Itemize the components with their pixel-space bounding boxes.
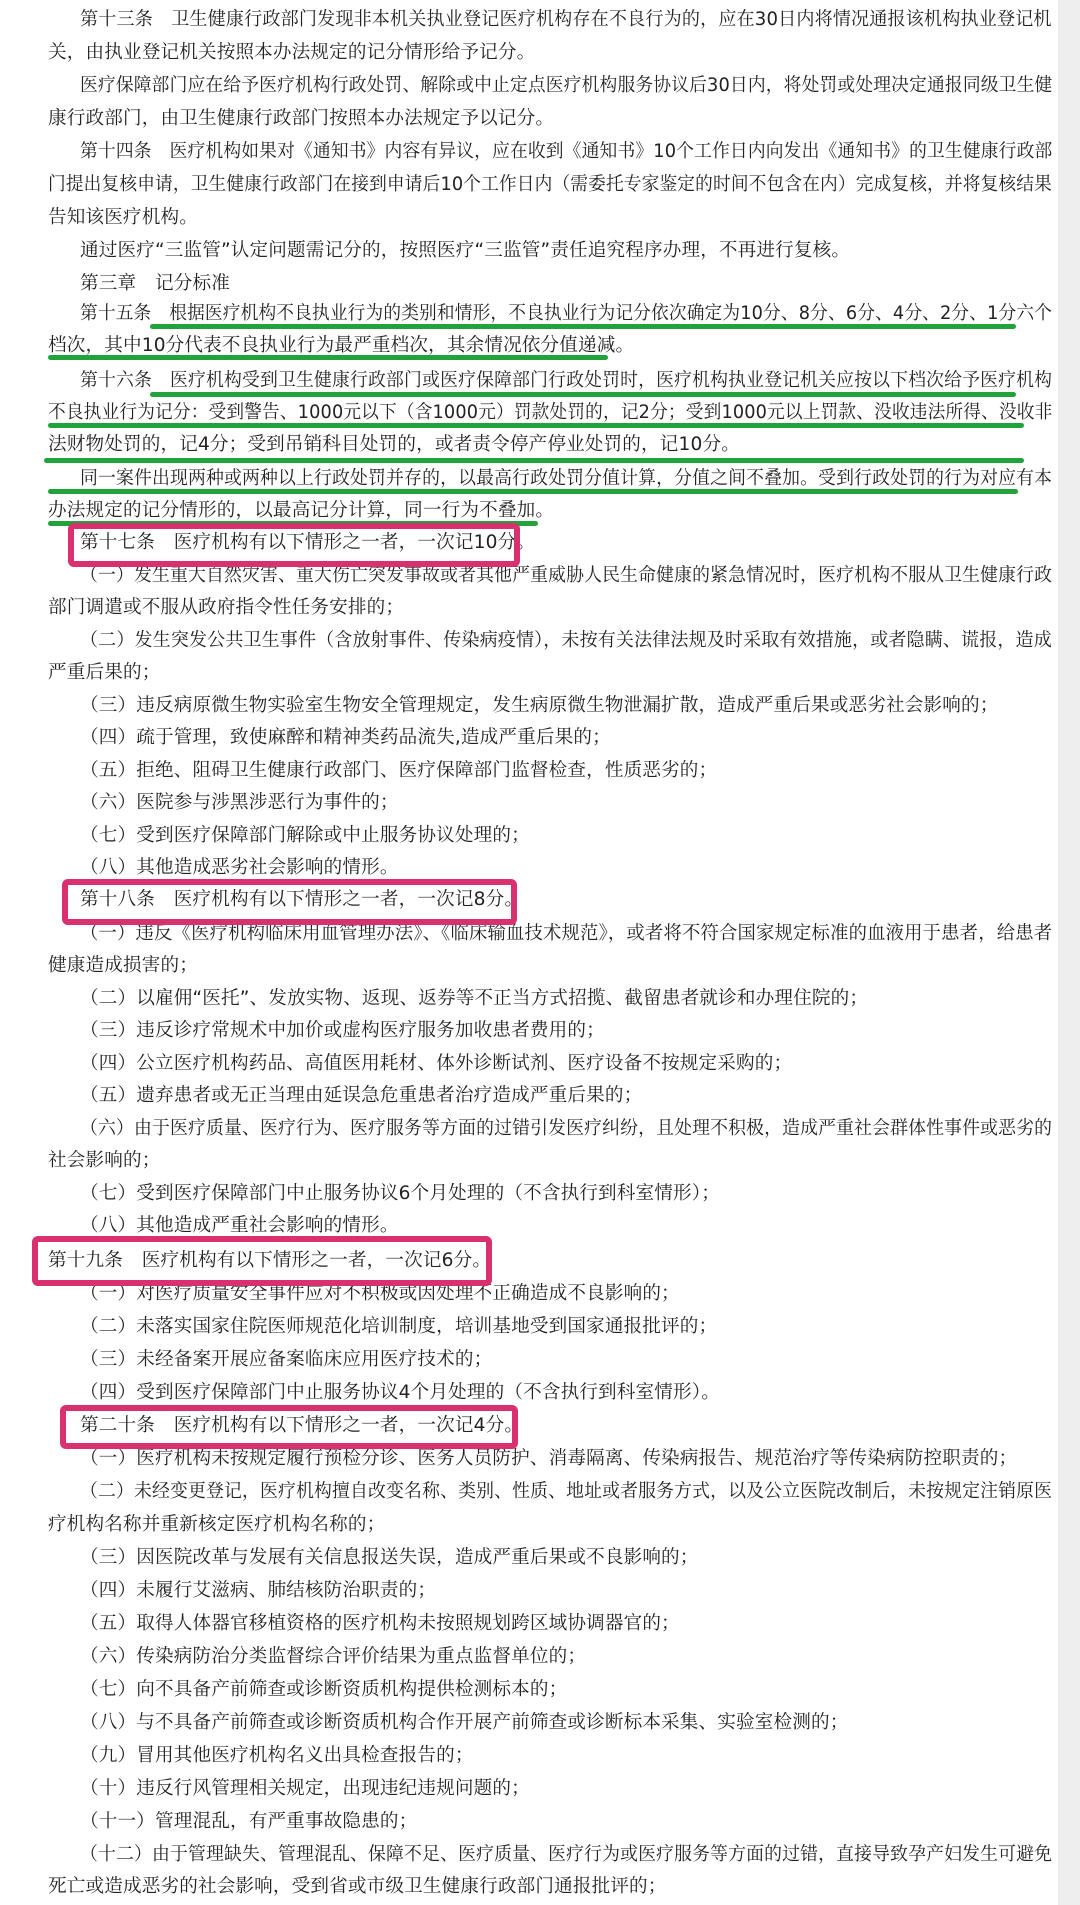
text-line: 门提出复核申请，卫生健康行政部门在接到申请后10个工作日内（需委托专家鉴定的时间不包含在内）完成复核，并将复核结果 [48,174,1052,195]
text-line: 部门调遣或不服从政府指令性任务安排的； [48,597,405,618]
text-line: （六）医院参与涉黑涉恶行为事件的； [80,792,399,813]
article-17-heading: 第十七条 医疗机构有以下情形之一者，一次记10分。 [80,532,536,553]
text-line: （八）其他造成严重社会影响的情形。 [80,1215,399,1236]
text-line: 疗机构名称并重新核定医疗机构名称的； [48,1514,386,1535]
text-line: （七）向不具备产前筛查或诊断资质机构提供检测标本的； [80,1679,568,1700]
text-line: （五）取得人体器官移植资格的医疗机构未按照规划跨区域协调器官的； [80,1613,680,1634]
text-line: （四）未履行艾滋病、肺结核防治职责的； [80,1580,437,1601]
text-line: （十一）管理混乱，有严重事故隐患的； [80,1811,418,1832]
text-line: （五）拒绝、阻碍卫生健康行政部门、医疗保障部门监督检查，性质恶劣的； [80,760,718,781]
text-line: （三）未经备案开展应备案临床应用医疗技术的； [80,1349,493,1370]
text-line: （三）因医院改革与发展有关信息报送失误，造成严重后果或不良影响的； [80,1547,699,1568]
text-line: 康行政部门，由卫生健康行政部门按照本办法规定予以记分。 [48,108,555,129]
text-line: （一）对医疗质量安全事件应对不积极或因处理不正确造成不良影响的； [80,1283,680,1304]
text-line: （四）疏于管理，致使麻醉和精神类药品流失,造成严重后果的； [80,727,611,748]
highlight-box [62,879,517,925]
text-line: （九）冒用其他医疗机构名义出具检查报告的； [80,1745,474,1766]
text-line: （一）医疗机构未按规定履行预检分诊、医务人员防护、消毒隔离、传染病报告、规范治疗等传染病防控职责的； [80,1448,1018,1469]
text-line: （一）违反《医疗机构临床用血管理办法》、《临床输血技术规范》，或者将不符合国家规定标准的血液用于患者，给患者 [80,923,1053,944]
text-line: 社会影响的； [48,1150,161,1171]
text-line: 档次，其中10分代表不良执业行为最严重档次，其余情况依分值递减。 [48,335,635,356]
text-line: 通过医疗“三监管”认定问题需记分的，按照医疗“三监管”责任追究程序办理，不再进行复核。 [80,240,851,261]
chapter-heading: 第三章 记分标准 [80,273,230,294]
text-line: （十二）由于管理缺失、管理混乱、保障不足、医疗质量、医疗行为或医疗服务等方面的过错，直接导致孕产妇发生可避免 [80,1844,1053,1865]
text-line: 第十三条 卫生健康行政部门发现非本机关执业登记医疗机构存在不良行为的，应在30日内将情况通报该机构执业登记机 [80,9,1052,30]
text-line: （四）公立医疗机构药品、高值医用耗材、体外诊断试剂、医疗设备不按规定采购的； [80,1053,793,1074]
text-line: （五）遗弃患者或无正当理由延误急危重患者治疗造成严重后果的； [80,1085,643,1106]
text-line: （七）受到医疗保障部门解除或中止服务协议处理的； [80,825,530,846]
article-20-heading: 第二十条 医疗机构有以下情形之一者，一次记4分。 [80,1415,524,1436]
text-line: 同一案件出现两种或两种以上行政处罚并存的，以最高行政处罚分值计算，分值之间不叠加。受到行政处罚的行为对应有本 [80,468,1053,489]
text-line: 关，由执业登记机关按照本办法规定的记分情形给予记分。 [48,42,536,63]
text-line: （三）违反病原微生物实验室生物安全管理规定，发生病原微生物泄漏扩散，造成严重后果或恶劣社会影响的； [80,695,999,716]
text-line: 健康造成损害的； [48,955,198,976]
text-line: 医疗保障部门应在给予医疗机构行政处罚、解除或中止定点医疗机构服务协议后30日内，将处罚或处理决定通报同级卫生健 [80,75,1053,96]
text-line: （八）其他造成恶劣社会影响的情形。 [80,857,399,878]
text-line: （二）未经变更登记，医疗机构擅自改变名称、类别、性质、地址或者服务方式，以及公立医院改制后，未按规定注销原医 [80,1481,1053,1502]
text-line: （二）未落实国家住院医师规范化培训制度，培训基地受到国家通报批评的； [80,1316,718,1337]
article-19-heading: 第十九条 医疗机构有以下情形之一者，一次记6分。 [48,1250,492,1271]
text-line: 第十五条 根据医疗机构不良执业行为的类别和情形，不良执业行为记分依次确定为10分、8分、6分、4分、2分、1分六个 [80,303,1053,324]
text-line: （六）由于医疗质量、医疗行为、医疗服务等方面的过错引发医疗纠纷，且处理不积极，造成严重社会群体性事件或恶劣的 [80,1118,1053,1139]
text-line: （二）发生突发公共卫生事件（含放射事件、传染病疫情），未按有关法律法规及时采取有效措施，或者隐瞒、谎报，造成 [80,630,1052,651]
text-line: （三）违反诊疗常规术中加价或虚构医疗服务加收患者费用的； [80,1020,605,1041]
text-line: 死亡或造成恶劣的社会影响，受到省或市级卫生健康行政部门通报批评的； [48,1876,667,1897]
text-line: 第十四条 医疗机构如果对《通知书》内容有异议，应在收到《通知书》10个工作日内向发出《通知书》的卫生健康行政部 [80,141,1053,162]
highlight-box [60,1405,518,1449]
text-line: 告知该医疗机构。 [48,207,198,228]
text-line: （一）发生重大自然灾害、重大伤亡突发事故或者其他严重威胁人民生命健康的紧急情况时，医疗机构不服从卫生健康行政 [80,565,1053,586]
text-line: 不良执业行为记分：受到警告、1000元以下（含1000元）罚款处罚的，记2分；受到1000元以上罚款、没收违法所得、没收非 [48,402,1053,423]
text-line: 办法规定的记分情形的，以最高记分计算，同一行为不叠加。 [48,500,555,521]
page-edge [1058,0,1080,1905]
text-line: 法财物处罚的，记4分；受到吊销科目处罚的，或者责令停产停业处罚的，记10分。 [48,434,740,455]
text-line: （二）以雇佣“医托”、发放实物、返现、返券等不正当方式招揽、截留患者就诊和办理住院的； [80,988,869,1009]
highlight-box [68,523,520,567]
article-18-heading: 第十八条 医疗机构有以下情形之一者，一次记8分。 [80,889,524,910]
highlight-box [32,1236,492,1286]
text-line: 第十六条 医疗机构受到卫生健康行政部门或医疗保障部门行政处罚时，医疗机构执业登记机关应按以下档次给予医疗机构 [80,370,1053,391]
text-line: （十）违反行风管理相关规定，出现违纪违规问题的； [80,1778,530,1799]
text-line: （七）受到医疗保障部门中止服务协议6个月处理的（不含执行到科室情形）； [80,1183,720,1204]
text-line: （四）受到医疗保障部门中止服务协议4个月处理的（不含执行到科室情形）。 [80,1382,720,1403]
text-line: （八）与不具备产前筛查或诊断资质机构合作开展产前筛查或诊断标本采集、实验室检测的； [80,1712,849,1733]
text-line: （六）传染病防治分类监督综合评价结果为重点监督单位的； [80,1646,587,1667]
text-line: 严重后果的； [48,662,161,683]
